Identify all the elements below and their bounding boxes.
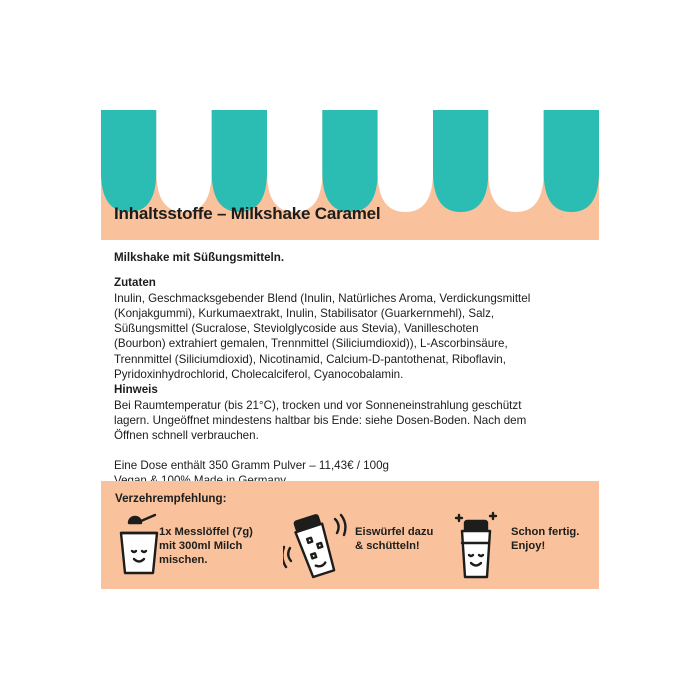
step-shake [283, 509, 347, 586]
ingredients-line: Trennmittel (Siliciumdioxid), Nicotinamid, Calcium-D-pantothenat, Riboflavin, [114, 352, 506, 366]
ingredients-heading: Zutaten [114, 276, 156, 290]
ingredients-line: Süßungsmittel (Sucralose, Steviolglycoside aus Stevia), Vanilleschoten [114, 322, 479, 336]
awning-stripe-white [488, 110, 543, 212]
step-mix-text: 1x Messlöffel (7g) mit 300ml Milch mischen. [159, 526, 253, 566]
notes-text [114, 398, 590, 444]
notes-line: Öffnen schnell verbrauchen. [114, 429, 259, 443]
awning-stripe-white [378, 110, 433, 212]
awning-stripe-teal [101, 110, 156, 212]
ingredients-line: (Konjakgummi), Kurkumaextrakt, Inulin, Stabilisator (Guarkernmehl), Salz, [114, 306, 495, 320]
awning-stripe-teal [544, 110, 599, 212]
awning-stripe-teal [212, 110, 267, 212]
notes-line: lagern. Ungeöffnet mindestens haltbar bis Ende: siehe Dosen-Boden. Nach dem [114, 413, 527, 427]
awning-stripe-white [267, 110, 322, 212]
awning-stripe-white [156, 110, 211, 212]
ingredients-content [114, 250, 590, 488]
notes-heading: Hinweis [114, 383, 158, 397]
step-shake-text: Eiswürfel dazu & schütteln! [355, 526, 434, 552]
page-title: Inhaltsstoffe – Milkshake Caramel [114, 204, 381, 223]
awning-stripe-teal [322, 110, 377, 212]
recommendation-box [101, 481, 599, 589]
shaking-shaker-icon [283, 509, 347, 581]
ingredients-text [114, 291, 590, 383]
ingredients-line: Inulin, Geschmacksgebender Blend (Inulin, Natürliches Aroma, Verdickungsmittel [114, 291, 531, 305]
package-info: Eine Dose enthält 350 Gramm Pulver – 11,43€ / 100g [114, 458, 389, 472]
product-subtitle: Milkshake mit Süßungsmitteln. [114, 251, 285, 264]
step-mix [115, 511, 163, 582]
ingredients-line: (Bourbon) extrahiert gemalen, Trennmittel (Siliciumdioxid)), L-Ascorbinsäure, [114, 337, 508, 351]
notes-line: Bei Raumtemperatur (bis 21°C), trocken und vor Sonneneinstrahlung geschützt [114, 398, 522, 412]
cup-with-scoop-icon [115, 511, 163, 577]
recommendation-title: Verzehrempfehlung: [115, 492, 227, 505]
step-enjoy [451, 509, 501, 586]
ingredients-line: Pyridoxinhydrochlorid, Cholecalciferol, Cyanocobalamin. [114, 368, 404, 382]
awning-stripe-teal [433, 110, 488, 212]
step-enjoy-text: Schon fertig. Enjoy! [511, 526, 580, 552]
shaker-with-sparkles-icon [451, 509, 501, 581]
